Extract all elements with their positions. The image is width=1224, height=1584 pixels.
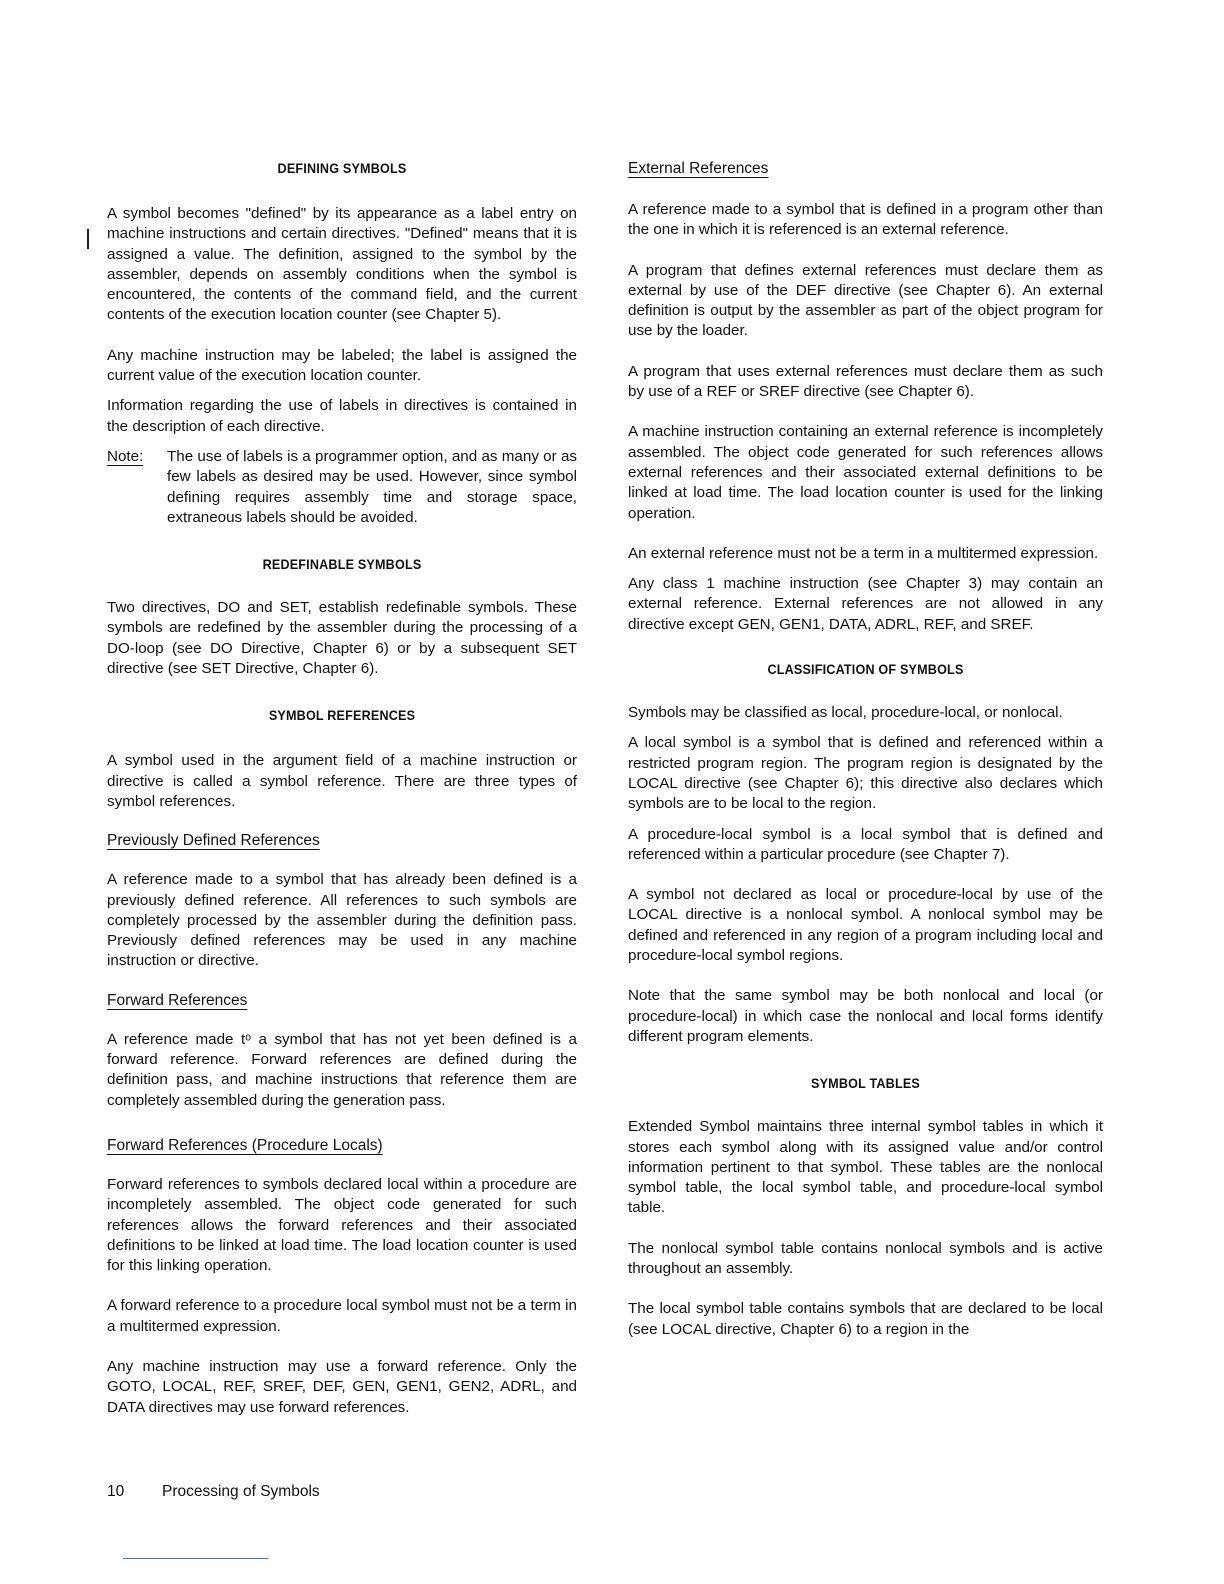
section-title-classification-of-symbols: CLASSIFICATION OF SYMBOLS [767, 661, 964, 678]
paragraph: A symbol becomes "defined" by its appearance as a label entry on machine instructions and certain directives. "Defined" means that it is assigned a value. The definition, assigned to the symbol by the assembler, depends on assembly conditions when the symbol is encountered, the contents of the command field, and the current contents of the execution location counter (see Chapter 5). [107, 205, 577, 324]
paragraph: A procedure-local symbol is a local symbol that is defined and referenced within a particular procedure (see Chapter 7). [628, 825, 1103, 863]
change-bar [87, 229, 89, 249]
subheading-forward-references-procedure-locals: Forward References (Procedure Locals) [107, 1136, 383, 1154]
paragraph: Any class 1 machine instruction (see Chapter 3) may contain an external reference. External references are not allowed in any directive except GEN, GEN1, DATA, ADRL, REF, and SREF. [628, 575, 1103, 633]
paragraph: A program that uses external references must declare them as such by use of a REF or SREF directive (see Chapter 6). [628, 362, 1103, 401]
paragraph: The local symbol table contains symbols that are declared to be local (see LOCAL directive, Chapter 6) to a region in the [628, 1300, 1103, 1338]
paragraph: A reference made tᵒ a symbol that has not yet been defined is a forward reference. Forward references are defined during the definition pass, and machine instructions that reference them are completely assembled during the generation pass. [107, 1030, 577, 1109]
paragraph: Forward references to symbols declared local within a procedure are incompletely assembled. The object code generated for such references allows the forward references and their associated definitions to be linked at load time. The load location counter is used for this linking operation. [107, 1175, 577, 1275]
section-title-symbol-tables: SYMBOL TABLES [811, 1075, 920, 1092]
section-title-redefinable-symbols: REDEFINABLE SYMBOLS [262, 556, 422, 573]
paragraph: A local symbol is a symbol that is defined and referenced within a restricted program region. The program region is designated by the LOCAL directive (see Chapter 6); this directive also declares which symbols are to be local to the region. [628, 734, 1103, 813]
bottom-rule [123, 1558, 268, 1559]
paragraph: A forward reference to a procedure local symbol must not be a term in a multitermed expression. [107, 1297, 577, 1335]
footer-section-title: Processing of Symbols [162, 1483, 320, 1500]
paragraph: Symbols may be classified as local, procedure-local, or nonlocal. [628, 704, 1063, 722]
paragraph: A program that defines external references must declare them as external by use of the DEF directive (see Chapter 6). An external definition is output by the assembler as part of the object program for use by the loader. [628, 261, 1103, 340]
paragraph: Any machine instruction may use a forward reference. Only the GOTO, LOCAL, REF, SREF, DEF, GEN, GEN1, GEN2, ADRL, and DATA directives may use forward references. [107, 1357, 577, 1416]
page-footer [107, 1483, 320, 1501]
paragraph: Note that the same symbol may be both nonlocal and local (or procedure-local) in which case the nonlocal and local forms identify different program elements. [628, 987, 1103, 1045]
paragraph: An external reference must not be a term in a multitermed expression. [628, 544, 1099, 562]
paragraph: Information regarding the use of labels in directives is contained in the description of each directive. [107, 397, 577, 435]
note-text: The use of labels is a programmer option, and as many or as few labels as desired may be used. However, since symbol defining requires assembly time and storage space, extraneous labels should be avoided. [167, 447, 577, 526]
paragraph: A reference made to a symbol that is defined in a program other than the one in which it is referenced is an external reference. [628, 201, 1103, 239]
section-title-symbol-references: SYMBOL REFERENCES [268, 707, 416, 724]
paragraph: A symbol not declared as local or procedure-local by use of the LOCAL directive is a nonlocal symbol. A nonlocal symbol may be defined and referenced in any region of a program including local and procedure-local symbol regions. [628, 886, 1103, 965]
page-number: 10 [107, 1483, 125, 1500]
paragraph: Extended Symbol maintains three internal symbol tables in which it stores each symbol along with its assigned value and/or control information pertinent to that symbol. These tables are the nonlocal symbol table, the local symbol table, and procedure-local symbol table. [628, 1118, 1103, 1217]
paragraph: The nonlocal symbol table contains nonlocal symbols and is active throughout an assembly. [628, 1239, 1103, 1277]
left-column [107, 160, 577, 1418]
paragraph: A reference made to a symbol that has already been defined is a previously defined reference. All references to such symbols are completely processed by the assembler during the definition pass. Previously defined references may be used in any machine instruction or directive. [107, 871, 577, 970]
paragraph: Any machine instruction may be labeled; the label is assigned the current value of the execution location counter. [107, 346, 577, 385]
subheading-external-references: External References [628, 160, 769, 177]
subheading-forward-references: Forward References [107, 991, 248, 1009]
note-label: Note: [107, 447, 144, 465]
note [107, 447, 577, 528]
paragraph: A machine instruction containing an external reference is incompletely assembled. The object code generated for such references allows external references and their associated external definitions to be linked at load time. The load location counter is used for the linking operation. [628, 423, 1103, 522]
paragraph: A symbol used in the argument field of a machine instruction or directive is called a symbol reference. There are three types of symbol references. [107, 752, 577, 810]
right-column [628, 160, 1103, 1340]
subheading-previously-defined: Previously Defined References [107, 832, 320, 850]
paragraph: Two directives, DO and SET, establish redefinable symbols. These symbols are redefined by the assembler during the processing of a DO-loop (see DO Directive, Chapter 6) or by a subsequent SET directive (see SET Directive, Chapter 6). [107, 599, 577, 678]
section-title-defining-symbols: DEFINING SYMBOLS [277, 160, 407, 176]
